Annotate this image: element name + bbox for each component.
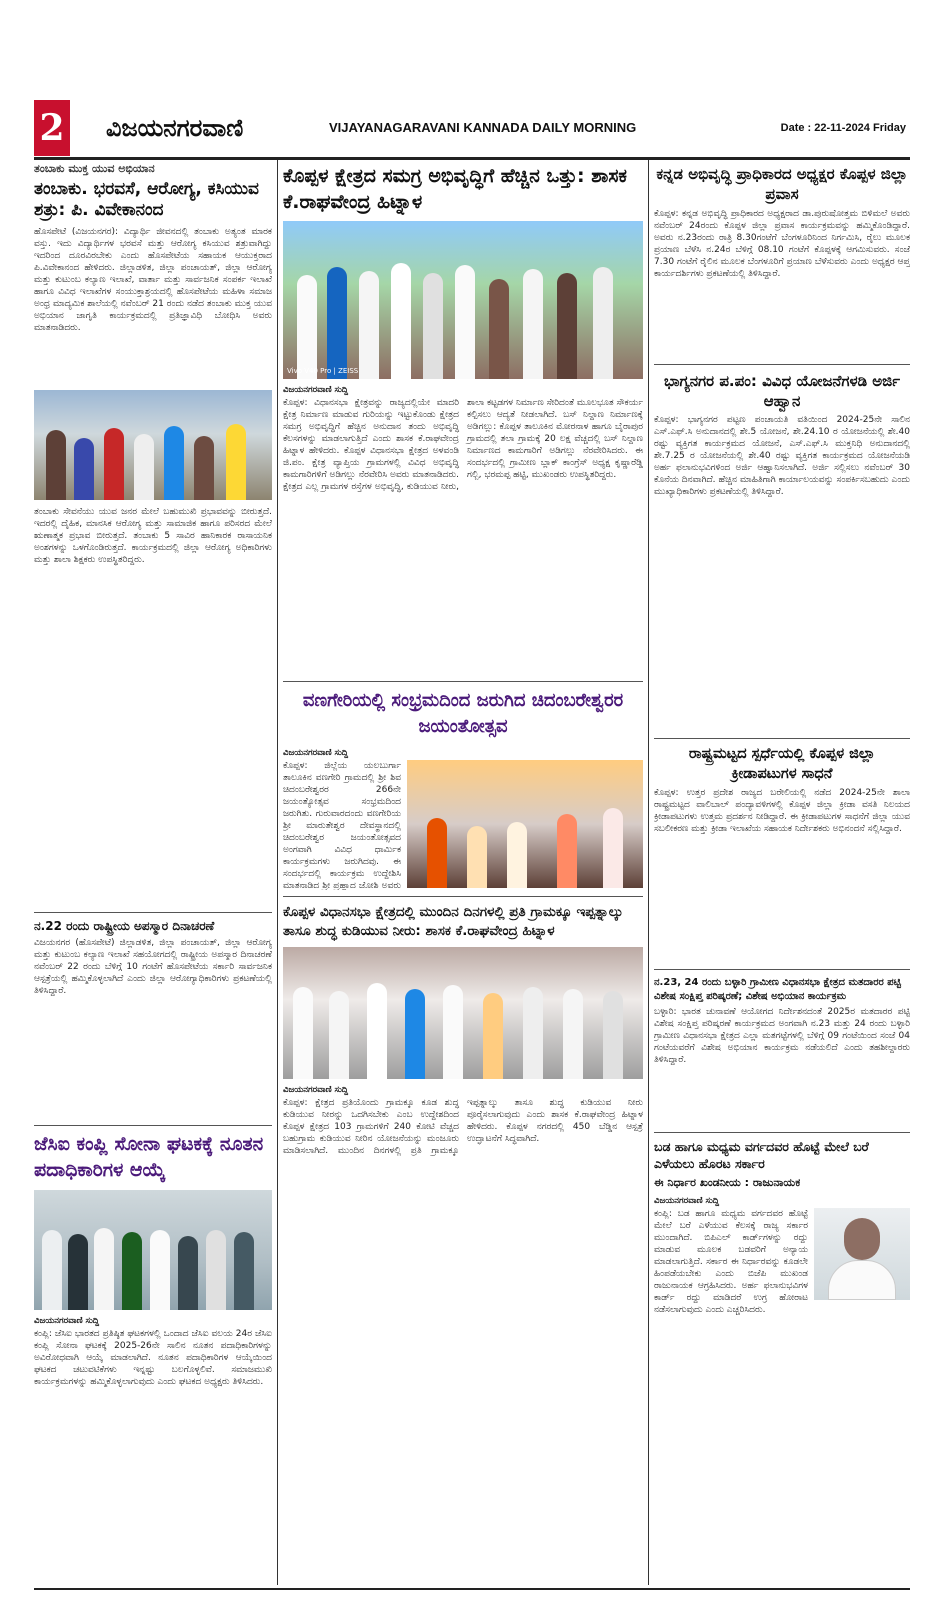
portrait-photo xyxy=(814,1208,910,1300)
article-kicker: ತಂಬಾಕು ಮುಕ್ತ ಯುವ ಅಭಿಯಾನ xyxy=(34,162,155,175)
photo-figure xyxy=(405,989,425,1079)
photo-figure xyxy=(557,814,577,888)
photo-figure xyxy=(327,267,347,379)
water-photo xyxy=(283,947,643,1079)
photo-figure xyxy=(194,436,214,500)
photo-figure xyxy=(178,1236,198,1310)
photo-figure xyxy=(391,263,411,379)
sports-headline: ರಾಷ್ಟ್ರಮಟ್ಟದ ಸ್ಪರ್ಧೆಯಲ್ಲಿ ಕೊಪ್ಪಳ ಜಿಲ್ಲಾ ಕ್ರೀಡಾಪಟುಗಳ ಸಾಧನೆ xyxy=(688,746,876,782)
byline: ವಿಜಯನಗರವಾಣಿ ಸುದ್ದಿ xyxy=(283,1085,349,1096)
column-divider xyxy=(648,160,649,1585)
photo-figure xyxy=(563,989,583,1079)
divider xyxy=(654,364,910,365)
divider xyxy=(283,896,643,897)
photo-figure xyxy=(423,273,443,379)
jayanti-headline: ವಣಗೇರಿಯಲ್ಲಿ ಸಂಭ್ರಮದಿಂದ ಜರುಗಿದ ಚಿದಂಬರೇಶ್ವರರ ಜಯಂತೋತ್ಸವ xyxy=(302,690,624,738)
photo-figure xyxy=(507,822,527,888)
photo-figure xyxy=(359,271,379,379)
right-column xyxy=(654,160,910,1585)
photo-figure xyxy=(523,987,543,1079)
photo-figure xyxy=(467,826,487,888)
divider xyxy=(654,738,910,739)
photo-figure xyxy=(104,428,124,500)
photo-figure xyxy=(483,993,503,1079)
epilepsy-body: ವಿಜಯನಗರ (ಹೊಸಪೇಟೆ) ಜಿಲ್ಲಾಡಳಿತ, ಜಿಲ್ಲಾ ಪಂಚಾಯತ್, ಜಿಲ್ಲಾ ಆರೋಗ್ಯ ಮತ್ತು ಕುಟುಂಬ ಕಲ್ಯಾಣ ಇಲಾಖೆ ಸಹಯೋಗದಲ್ಲಿ ರಾಷ್ಟ್ರೀಯ ಅಪಸ್ಮಾರ ದಿನಾಚರಣೆ ನವೆಂಬರ್ 22 ರಂದು ಬೆಳಿಗ್ಗೆ 10 ಗಂಟೆಗೆ ಹೊಸಪೇಟೆಯ ಸರ್ಕಾರಿ ಸಾರ್ವಜನಿಕ ಆಸ್ಪತ್ರೆಯಲ್ಲಿ ಹಮ್ಮಿಕೊಳ್ಳಲಾಗಿದೆ ಎಂದು ಜಿಲ್ಲಾ ಆರೋಗ್ಯಾಧಿಕಾರಿಗಳು ಪ್ರಕಟಣೆಯಲ್ಲಿ ತಿಳಿಸಿದ್ದಾರೆ. xyxy=(34,938,272,997)
photo-figure xyxy=(329,991,349,1079)
photo-figure xyxy=(46,430,66,500)
photo-figure xyxy=(557,273,577,379)
photo-figure xyxy=(603,808,623,888)
jayanti-body: ಕೊಪ್ಪಳ: ಜಿಲ್ಲೆಯ ಯಲಬುರ್ಗಾ ತಾಲೂಕಿನ ವಣಗೇರಿ ಗ್ರಾಮದಲ್ಲಿ ಶ್ರೀ ಶಿವ ಚಿದಂಬರೇಶ್ವರರ 266ನೇ ಜಯಂತ್ಯೋತ್ಸವ ಸಂಭ್ರಮದಿಂದ ಜರುಗಿತು. ಗುರುವಾರದಂದು ವಣಗೇರಿಯ ಶ್ರೀ ಮಾರುತೇಶ್ವರ ದೇವಸ್ಥಾನದಲ್ಲಿ ಚಿದಂಬರೇಶ್ವರ ಜಯಂತೋತ್ಸವದ ಅಂಗವಾಗಿ ವಿವಿಧ ಧಾರ್ಮಿಕ ಕಾರ್ಯಕ್ರಮಗಳು ಜರುಗಿದವು. ಈ ಸಂದರ್ಭದಲ್ಲಿ ಕಾರ್ಯಕ್ರಮ ಉದ್ದೇಶಿಸಿ ಮಾತನಾಡಿದ ಶ್ರೀ ಪ್ರಹ್ಲಾದ ಜೋಶಿ ಅವರು xyxy=(283,761,401,891)
byline: ವಿಜಯನಗರವಾಣಿ ಸುದ್ದಿ xyxy=(283,385,349,396)
photo-figure xyxy=(94,1228,114,1310)
article-body: ಹೊಸಪೇಟೆ (ವಿಜಯನಗರ): ವಿದ್ಯಾರ್ಥಿ ಜೀವನದಲ್ಲಿ ತಂಬಾಕು ಅತ್ಯಂತ ಮಾರಕ ವಸ್ತು. ಇದು ವಿದ್ಯಾರ್ಥಿಗಳ ಭರವಸೆ ಮತ್ತು ಆರೋಗ್ಯ ಕಸಿಯುವ ಶತ್ರುವಾಗಿದ್ದು ಇದರಿಂದ ದೂರವಿರಬೇಕು ಎಂದು ಹೊಸಪೇಟೆಯ ಸಹಾಯಕ ಆಯುಕ್ತರಾದ ಪಿ.ವಿವೇಕಾನಂದ ಹೇಳಿದರು. ಜಿಲ್ಲಾಡಳಿತ, ಜಿಲ್ಲಾ ಪಂಚಾಯತ್, ಜಿಲ್ಲಾ ಆರೋಗ್ಯ ಮತ್ತು ಕುಟುಂಬ ಕಲ್ಯಾಣ ಇಲಾಖೆ, ವಾರ್ತಾ ಮತ್ತು ಸಾರ್ವಜನಿಕ ಸಂಪರ್ಕ ಇಲಾಖೆ ಹಾಗೂ ವಿವಿಧ ಇಲಾಖೆಗಳ ಸಂಯುಕ್ತಾಶ್ರಯದಲ್ಲಿ ಹೊಸಪೇಟೆಯ ಮಹಿಳಾ ಸಮಾಜ ಅಂಧ್ರ ಮಾದ್ಯಮಿಕ ಶಾಲೆಯಲ್ಲಿ ನವೆಂಬರ್ 21 ರಂದು ನಡೆದ ತಂಬಾಕು ಮುಕ್ತ ಯುವ ಅಭಿಯಾನ ಜಾಗೃತಿ ಕಾರ್ಯಕ್ರಮದಲ್ಲಿ ಪ್ರತಿಜ್ಞಾವಿಧಿ ಬೋಧಿಸಿ ಅವರು ಮಾತನಾಡಿದರು. xyxy=(34,227,272,334)
byline: ವಿಜಯನಗರವಾಣಿ ಸುದ್ದಿ xyxy=(34,1315,100,1326)
water-headline: ಕೊಪ್ಪಳ ವಿಧಾನಸಭಾ ಕ್ಷೇತ್ರದಲ್ಲಿ ಮುಂದಿನ ದಿನಗಳಲ್ಲಿ ಪ್ರತಿ ಗ್ರಾಮಕ್ಕೂ ಇಪ್ಪತ್ನಾಲ್ಕು ತಾಸೂ ಶುದ್ಧ ಕುಡಿಯುವ ನೀರು: ಶಾಸಕ ಕೆ.ರಾಘವೇಂದ್ರ ಹಿಟ್ನಾಳ xyxy=(283,904,624,940)
sports-body: ಕೊಪ್ಪಳ: ಉತ್ತರ ಪ್ರದೇಶ ರಾಜ್ಯದ ಬರೇಲಿಯಲ್ಲಿ ನಡೆದ 2024-25ನೇ ಶಾಲಾ ರಾಷ್ಟ್ರಮಟ್ಟದ ವಾಲಿಬಾಲ್ ಪಂದ್ಯಾವಳಿಗಳಲ್ಲಿ ಕೊಪ್ಪಳ ಜಿಲ್ಲಾ ಕ್ರೀಡಾ ವಸತಿ ನಿಲಯದ ಕ್ರೀಡಾಪಟುಗಳು ಉತ್ತಮ ಪ್ರದರ್ಶನ ನೀಡಿದ್ದಾರೆ. ಈ ಕ್ರೀಡಾಪಟುಗಳ ಸಾಧನೆಗೆ ಜಿಲ್ಲಾ ಯುವ ಸಬಲೀಕರಣ ಮತ್ತು ಕ್ರೀಡಾ ಇಲಾಖೆಯ ಸಹಾಯಕ ನಿರ್ದೇಶಕರು ಅಭಿನಂದನೆ ಸಲ್ಲಿಸಿದ್ದಾರೆ. xyxy=(654,788,910,835)
photo-figure xyxy=(293,987,313,1079)
bpl-headline: ಬಡ ಹಾಗೂ ಮಧ್ಯಮ ವರ್ಗದವರ ಹೊಟ್ಟೆ ಮೇಲೆ ಬರೆ ಎಳೆಯಲು ಹೊರಟ ಸರ್ಕಾರ xyxy=(654,1139,869,1171)
photo-watermark: Vivo V40 Pro | ZEISS xyxy=(287,367,359,376)
event-photo xyxy=(34,390,272,500)
column-divider xyxy=(277,160,278,1585)
article-headline: ತಂಬಾಕು. ಭರವಸೆ, ಆರೋಗ್ಯ, ಕಸಿಯುವ ಶತ್ರು: ಪಿ. ವಿವೇಕಾನಂದ xyxy=(34,178,259,220)
photo-figure xyxy=(593,267,613,379)
photo-figure xyxy=(74,438,94,500)
photo-figure xyxy=(226,424,246,500)
byline: ವಿಜಯನಗರವಾಣಿ ಸುದ್ದಿ xyxy=(283,748,349,759)
brand-english: VIJAYANAGARAVANI KANNADA DAILY MORNING xyxy=(329,120,637,135)
divider xyxy=(654,969,910,970)
photo-figure xyxy=(206,1230,226,1310)
divider xyxy=(34,912,272,913)
masthead xyxy=(34,100,910,158)
bpl-body: ಕಂಪ್ಲಿ: ಬಡ ಹಾಗೂ ಮಧ್ಯಮ ವರ್ಗದವರ ಹೊಟ್ಟೆ ಮೇಲೆ ಬರೆ ಎಳೆಯುವ ಕೆಲಸಕ್ಕೆ ರಾಜ್ಯ ಸರ್ಕಾರ ಮುಂದಾಗಿದೆ. ಬಿಪಿಎಲ್ ಕಾರ್ಡ್‌ಗಳನ್ನು ರದ್ದು ಮಾಡುವ ಮೂಲಕ ಬಡವರಿಗೆ ಅನ್ಯಾಯ ಮಾಡಲಾಗುತ್ತಿದೆ. ಸರ್ಕಾರ ಈ ನಿರ್ಧಾರವನ್ನು ಕೂಡಲೇ ಹಿಂಪಡೆಯಬೇಕು ಎಂದು ಬಿಜೆಪಿ ಮುಖಂಡ ರಾಜುನಾಯಕ ಆಗ್ರಹಿಸಿದರು. ಅರ್ಹ ಫಲಾನುಭವಿಗಳ ಕಾರ್ಡ್ ರದ್ದು ಮಾಡಿದರೆ ಉಗ್ರ ಹೋರಾಟ ನಡೆಸಲಾಗುವುದು ಎಂದು ಎಚ್ಚರಿಸಿದರು. xyxy=(654,1208,808,1315)
brand-kannada: ವಿಜಯನಗರವಾಣಿ xyxy=(106,114,244,142)
photo-figure xyxy=(134,434,154,500)
footer-rule xyxy=(34,1588,910,1590)
bpl-subheadline: ಈ ನಿರ್ಧಾರ ಖಂಡನೀಯ : ರಾಜುನಾಯಕ xyxy=(654,1175,801,1189)
jc-body: ಕಂಪ್ಲಿ: ಜೆಸಿಐ ಭಾರತದ ಪ್ರತಿಷ್ಠಿತ ಘಟಕಗಳಲ್ಲಿ ಒಂದಾದ ಜೆಸಿಐ ವಲಯ 24ರ ಜೆಸಿಐ ಕಂಪ್ಲಿ ಸೋನಾ ಘಟಕಕ್ಕೆ 2025-26ನೇ ಸಾಲಿನ ನೂತನ ಪದಾಧಿಕಾರಿಗಳನ್ನು ಅವಿರೋಧವಾಗಿ ಆಯ್ಕೆ ಮಾಡಲಾಗಿದೆ. ನೂತನ ಪದಾಧಿಕಾರಿಗಳ ಆಯ್ಕೆಯಿಂದ ಘಟಕದ ಚಟುವಟಿಕೆಗಳು ಇನ್ನಷ್ಟು ಬಲಗೊಳ್ಳಲಿವೆ. ಸಮಾಜಮುಖಿ ಕಾರ್ಯಕ್ರಮಗಳನ್ನು ಹಮ್ಮಿಕೊಳ್ಳಲಾಗುವುದು ಎಂದು ಘಟಕದ ಅಧ್ಯಕ್ಷರು ತಿಳಿಸಿದರು. xyxy=(34,1328,272,1387)
divider xyxy=(283,681,643,682)
jayanti-photo xyxy=(407,760,643,888)
bhagyanagar-headline: ಭಾಗ್ಯನಗರ ಪ.ಪಂ: ವಿವಿಧ ಯೋಜನೆಗಳಡಿ ಅರ್ಜಿ ಆಹ್ವಾನ xyxy=(663,371,901,410)
photo-figure xyxy=(523,269,543,379)
divider xyxy=(654,1132,910,1133)
photo-figure xyxy=(122,1232,142,1310)
left-column xyxy=(34,160,272,1585)
jc-headline: ಜೆಸಿಐ ಕಂಪ್ಲಿ ಸೋನಾ ಘಟಕಕ್ಕೆ ನೂತನ ಪದಾಧಿಕಾರಿಗಳ ಆಯ್ಕೆ xyxy=(34,1133,264,1181)
epilepsy-headline: ನ.22 ರಂದು ರಾಷ್ಟ್ರೀಯ ಅಪಸ್ಮಾರ ದಿನಾಚರಣೆ xyxy=(34,919,215,934)
photo-figure xyxy=(150,1230,170,1310)
lead-body: ಕೊಪ್ಪಳ: ವಿಧಾನಸಭಾ ಕ್ಷೇತ್ರವನ್ನು ರಾಜ್ಯದಲ್ಲಿಯೇ ಮಾದರಿ ಕ್ಷೇತ್ರ ನಿರ್ಮಾಣ ಮಾಡುವ ಗುರಿಯನ್ನು ಇಟ್ಟುಕೊಂಡು ಕ್ಷೇತ್ರದ ಸಮಗ್ರ ಅಭಿವೃದ್ಧಿಗೆ ಹೆಚ್ಚಿನ ಅನುದಾನ ತಂದು ಅಭಿವೃದ್ಧಿ ಕೆಲಸಗಳನ್ನು ಮಾಡಲಾಗುತ್ತಿದೆ ಎಂದು ಶಾಸಕ ಕೆ.ರಾಘವೇಂದ್ರ ಹಿಟ್ನಾಳ ಹೇಳಿದರು. ಕೊಪ್ಪಳ ವಿಧಾನಸಭಾ ಕ್ಷೇತ್ರದ ಅಳವಂಡಿ ಜಿ.ಪಂ. ಕ್ಷೇತ್ರ ವ್ಯಾಪ್ತಿಯ ಗ್ರಾಮಗಳಲ್ಲಿ ವಿವಿಧ ಅಭಿವೃದ್ಧಿ ಕಾಮಗಾರಿಗಳಿಗೆ ಅಡಿಗಲ್ಲು ನೆರವೇರಿಸಿ ಅವರು ಮಾತನಾಡಿದರು. ಕ್ಷೇತ್ರದ ಎಲ್ಲ ಗ್ರಾಮಗಳ ರಸ್ತೆಗಳ ಅಭಿವೃದ್ಧಿ, ಕುಡಿಯುವ ನೀರು, ಶಾಲಾ ಕಟ್ಟಡಗಳ ನಿರ್ಮಾಣ ಸೇರಿದಂತೆ ಮೂಲಭೂತ ಸೌಕರ್ಯ ಕಲ್ಪಿಸಲು ಆದ್ಯತೆ ನೀಡಲಾಗಿದೆ. ಬಸ್ ನಿಲ್ದಾಣ ನಿರ್ಮಾಣಕ್ಕೆ ಅಡಿಗಲ್ಲು: ಕೊಪ್ಪಳ ತಾಲೂಕಿನ ಮೋರನಾಳ ಹಾಗೂ ಬೈರಾಪುರ ಗ್ರಾಮದಲ್ಲಿ ತಲಾ ಗ್ರಾಮಕ್ಕೆ 20 ಲಕ್ಷ ವೆಚ್ಚದಲ್ಲಿ ಬಸ್ ನಿಲ್ದಾಣ ನಿರ್ಮಾಣದ ಕಾಮಗಾರಿಗೆ ಅಡಿಗಲ್ಲು ನೆರವೇರಿಸಿದರು. ಈ ಸಂದರ್ಭದಲ್ಲಿ ಗ್ರಾಮೀಣ ಬ್ಲಾಕ್ ಕಾಂಗ್ರೆಸ್ ಅಧ್ಯಕ್ಷ ಕೃಷ್ಣಾರೆಡ್ಡಿ ಗಲ್ಬಿ, ಭರಮಪ್ಪ ಹಟ್ಟಿ, ಮುಖಂಡರು ಉಪಸ್ಥಿತರಿದ್ದರು. xyxy=(283,398,643,493)
photo-figure xyxy=(164,426,184,500)
jayanti-layout xyxy=(283,760,643,890)
photo-figure xyxy=(234,1232,254,1310)
divider xyxy=(34,1125,272,1126)
photo-figure xyxy=(297,275,317,379)
byline: ವಿಜಯನಗರವಾಣಿ ಸುದ್ದಿ xyxy=(654,1195,720,1206)
lead-headline: ಕೊಪ್ಪಳ ಕ್ಷೇತ್ರದ ಸಮಗ್ರ ಅಭಿವೃದ್ಧಿಗೆ ಹೆಚ್ಚಿನ ಒತ್ತು: ಶಾಸಕ ಕೆ.ರಾಘವೇಂದ್ರ ಹಿಟ್ನಾಳ xyxy=(283,165,627,213)
kannada-authority-body: ಕೊಪ್ಪಳ: ಕನ್ನಡ ಅಭಿವೃದ್ಧಿ ಪ್ರಾಧಿಕಾರದ ಅಧ್ಯಕ್ಷರಾದ ಡಾ.ಪುರುಷೋತ್ತಮ ಬಿಳಿಮಲೆ ಅವರು ನವೆಂಬರ್ 24ರಂದು ಕೊಪ್ಪಳ ಜಿಲ್ಲಾ ಪ್ರವಾಸ ಕಾರ್ಯಕ್ರಮವನ್ನು ಹಮ್ಮಿಕೊಂಡಿದ್ದಾರೆ. ಅವರು ನ.23ರಂದು ರಾತ್ರಿ 8.30ಗಂಟೆಗೆ ಬೆಂಗಳೂರಿನಿಂದ ನಿರ್ಗಮಿಸಿ, ರೈಲು ಮೂಲಕ ಪ್ರಯಾಣ ಬೆಳೆಸಿ ನ.24ರ ಬೆಳಿಗ್ಗೆ 08.10 ಗಂಟೆಗೆ ಕೊಪ್ಪಳಕ್ಕೆ ಆಗಮಿಸುವರು. ಸಂಜೆ 7.30 ಗಂಟೆಗೆ ರೈಲಿನ ಮೂಲಕ ಬೆಂಗಳೂರಿಗೆ ಪ್ರಯಾಣ ಬೆಳೆಸುವರು ಎಂದು ಅಧ್ಯಕ್ಷರ ಆಪ್ತ ಕಾರ್ಯದರ್ಶಿಗಳು ಪ್ರಕಟಣೆಯಲ್ಲಿ ತಿಳಿಸಿದ್ದಾರೆ. xyxy=(654,208,910,279)
page-number: 2 xyxy=(34,100,70,156)
photo-figure xyxy=(367,983,387,1079)
lead-photo xyxy=(283,221,643,379)
photo-figure xyxy=(603,991,623,1079)
photo-figure xyxy=(443,985,463,1079)
jc-group-photo xyxy=(34,1190,272,1310)
photo-figure xyxy=(42,1230,62,1310)
portrait-head xyxy=(844,1218,880,1260)
portrait-shirt xyxy=(828,1260,896,1300)
bhagyanagar-body: ಕೊಪ್ಪಳ: ಭಾಗ್ಯನಗರ ಪಟ್ಟಣ ಪಂಚಾಯತಿ ವತಿಯಿಂದ 2024-25ನೇ ಸಾಲಿನ ಎಸ್.ಎಫ್.ಸಿ ಅನುದಾನದಲ್ಲಿ ಶೇ.5 ಯೋಜನೆ, ಶೇ.24.10 ರ ಯೋಜನೆಯಲ್ಲಿ ಶೇ.40 ರಷ್ಟು ವ್ಯಕ್ತಿಗತ ಕಾರ್ಯಕ್ರಮದ ಯೋಜನೆ, ಎಸ್.ಎಫ್.ಸಿ ಮುಕ್ತನಿಧಿ ಅನುದಾನದಲ್ಲಿ ಶೇ.7.25 ರ ಯೋಜನೆಯಲ್ಲಿ ಶೇ.40 ರಷ್ಟು ವ್ಯಕ್ತಿಗತ ಕಾರ್ಯಕ್ರಮದ ಯೋಜನೆಯಡಿ ಅರ್ಹ ಫಲಾನುಭವಿಗಳಿಂದ ಅರ್ಜಿ ಆಹ್ವಾನಿಸಲಾಗಿದೆ. ಅರ್ಜಿ ಸಲ್ಲಿಸಲು ನವೆಂಬರ್ 30 ಕೊನೆಯ ದಿನವಾಗಿದೆ. ಹೆಚ್ಚಿನ ಮಾಹಿತಿಗಾಗಿ ಕಾರ್ಯಾಲಯವನ್ನು ಸಂಪರ್ಕಿಸಬಹುದು ಎಂದು ಮುಖ್ಯಾಧಿಕಾರಿಗಳು ಪ್ರಕಟಣೆಯಲ್ಲಿ ತಿಳಿಸಿದ್ದಾರೆ. xyxy=(654,415,910,497)
voter-list-headline: ನ.23, 24 ರಂದು ಬಳ್ಳಾರಿ ಗ್ರಾಮೀಣ ವಿಧಾನಸಭಾ ಕ್ಷೇತ್ರದ ಮತದಾರರ ಪಟ್ಟಿ ವಿಶೇಷ ಸಂಕ್ಷಿಪ್ತ ಪರಿಷ್ಕರಣೆ; ವಿಶೇಷ ಅಭಿಯಾನ ಕಾರ್ಯಕ್ರಮ xyxy=(654,977,901,1002)
photo-figure xyxy=(68,1234,88,1310)
voter-list-body: ಬಳ್ಳಾರಿ: ಭಾರತ ಚುನಾವಣೆ ಆಯೋಗದ ನಿರ್ದೇಶನದಂತೆ 2025ರ ಮತದಾರರ ಪಟ್ಟಿ ವಿಶೇಷ ಸಂಕ್ಷಿಪ್ತ ಪರಿಷ್ಕರಣೆ ಕಾರ್ಯಕ್ರಮದ ಅಂಗವಾಗಿ ನ.23 ಮತ್ತು 24 ರಂದು ಬಳ್ಳಾರಿ ಗ್ರಾಮೀಣ ವಿಧಾನಸಭಾ ಕ್ಷೇತ್ರದ ಎಲ್ಲಾ ಮತಗಟ್ಟೆಗಳಲ್ಲಿ ಬೆಳಿಗ್ಗೆ 09 ಗಂಟೆಯಿಂದ ಸಂಜೆ 04 ಗಂಟೆಯವರೆಗೆ ವಿಶೇಷ ಅಭಿಯಾನ ಕಾರ್ಯಕ್ರಮ ನಡೆಯಲಿದೆ ಎಂದು ತಹಶೀಲ್ದಾರರು ತಿಳಿಸಿದ್ದಾರೆ. xyxy=(654,1007,910,1066)
photo-figure xyxy=(427,818,447,888)
middle-column xyxy=(283,160,643,1585)
photo-figure xyxy=(489,279,509,379)
issue-date: Date : 22-11-2024 Friday xyxy=(780,122,906,134)
article-body: ತಂಬಾಕು ಸೇವನೆಯು ಯುವ ಜನರ ಮೇಲೆ ಬಹುಮುಖಿ ಪ್ರಭಾವವನ್ನು ಬೀರುತ್ತದೆ. ಇದರಲ್ಲಿ ದೈಹಿಕ, ಮಾನಸಿಕ ಆರೋಗ್ಯ ಮತ್ತು ಸಾಮಾಜಿಕ ಹಾಗೂ ಪರಿಸರದ ಮೇಲೆ ಋಣಾತ್ಮಕ ಪ್ರಭಾವ ಬೀರುತ್ತದೆ. ತಂಬಾಕು 5 ಸಾವಿರ ಹಾನಿಕಾರಕ ರಾಸಾಯನಿಕ ಅಂಶಗಳನ್ನು ಒಳಗೊಂಡಿರುತ್ತದೆ. ಕಾರ್ಯಕ್ರಮದಲ್ಲಿ ಜಿಲ್ಲಾ ಆರೋಗ್ಯ ಅಧಿಕಾರಿಗಳು ಮತ್ತು ಶಾಲಾ ಶಿಕ್ಷಕರು ಉಪಸ್ಥಿತರಿದ್ದರು. xyxy=(34,507,272,566)
bpl-layout xyxy=(654,1208,910,1316)
photo-figure xyxy=(455,265,475,379)
water-body: ಕೊಪ್ಪಳ: ಕ್ಷೇತ್ರದ ಪ್ರತಿಯೊಂದು ಗ್ರಾಮಕ್ಕೂ ಕೂಡ ಶುದ್ಧ ಕುಡಿಯುವ ನೀರನ್ನು ಒದಗಿಸಬೇಕು ಎಂಬ ಉದ್ದೇಶದಿಂದ ಕೊಪ್ಪಳ ಕ್ಷೇತ್ರದ 103 ಗ್ರಾಮಗಳಿಗೆ 240 ಕೋಟಿ ವೆಚ್ಚದ ಬಹುಗ್ರಾಮ ಕುಡಿಯುವ ನೀರಿನ ಯೋಜನೆಯನ್ನು ಮಂಜೂರು ಮಾಡಿಸಲಾಗಿದೆ. ಮುಂದಿನ ದಿನಗಳಲ್ಲಿ ಪ್ರತಿ ಗ್ರಾಮಕ್ಕೂ ಇಪ್ಪತ್ನಾಲ್ಕು ತಾಸೂ ಶುದ್ಧ ಕುಡಿಯುವ ನೀರು ಪೂರೈಸಲಾಗುವುದು ಎಂದು ಶಾಸಕ ಕೆ.ರಾಘವೇಂದ್ರ ಹಿಟ್ನಾಳ ಹೇಳಿದರು. ಕೊಪ್ಪಳ ನಗರದಲ್ಲಿ 450 ಬೆಡ್ಡಿನ ಆಸ್ಪತ್ರೆ ಉದ್ಘಾಟನೆಗೆ ಸಿದ್ಧವಾಗಿದೆ. xyxy=(283,1098,643,1157)
kannada-authority-headline: ಕನ್ನಡ ಅಭಿವೃದ್ಧಿ ಪ್ರಾಧಿಕಾರದ ಅಧ್ಯಕ್ಷರ ಕೊಪ್ಪಳ ಜಿಲ್ಲಾ ಪ್ರವಾಸ xyxy=(656,165,908,204)
